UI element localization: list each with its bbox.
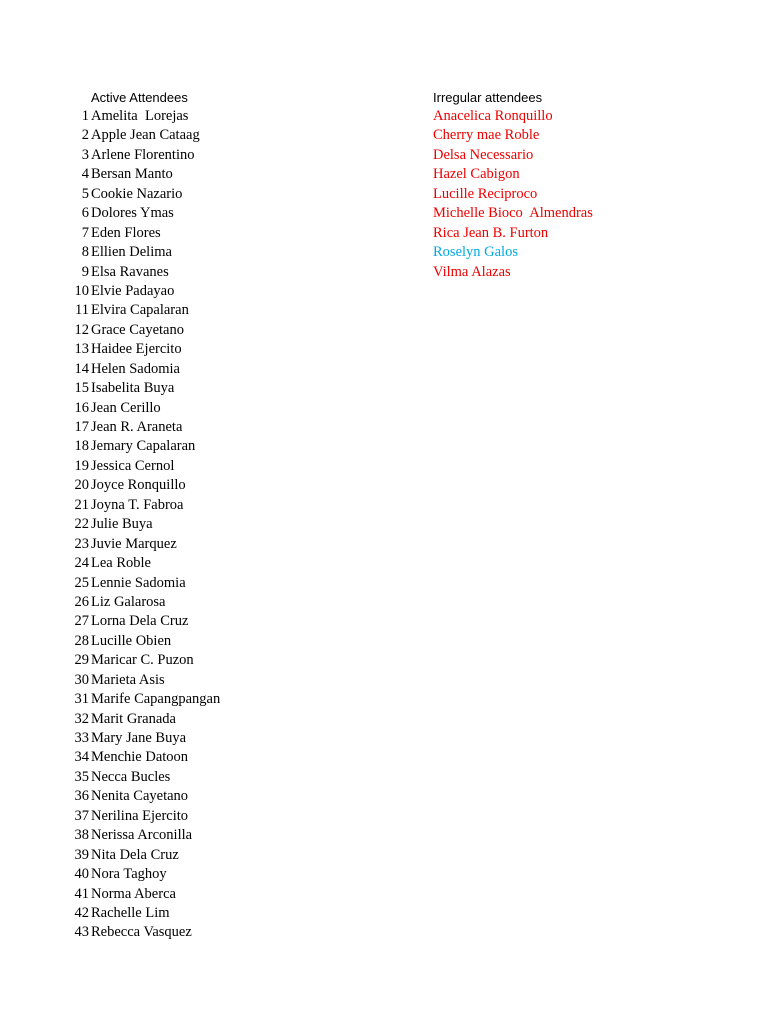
attendee-name: Ellien Delima <box>91 244 172 261</box>
attendee-name: Lucille Obien <box>91 632 172 649</box>
list-item <box>62 224 382 243</box>
list-item <box>433 107 753 126</box>
irregular-attendees-column <box>433 88 753 282</box>
list-item <box>62 165 382 184</box>
attendee-name: Jessica Cernol <box>91 457 175 474</box>
list-item <box>62 399 382 418</box>
attendee-name: Norma Aberca <box>91 885 176 902</box>
list-item <box>62 651 382 670</box>
attendee-name: Lorna Dela Cruz <box>91 613 189 630</box>
attendee-number: 28 <box>74 632 89 649</box>
list-item <box>62 243 382 262</box>
irregular-attendee-name: Rica Jean B. Furton <box>433 224 549 241</box>
attendee-number: 16 <box>74 399 89 416</box>
attendee-name: Nerissa Arconilla <box>91 827 193 844</box>
attendee-name: Haidee Ejercito <box>91 341 182 358</box>
attendee-number: 21 <box>74 496 89 513</box>
irregular-attendee-name: Roselyn Galos <box>433 244 518 261</box>
attendee-name: Lennie Sadomia <box>91 574 186 591</box>
list-item <box>62 710 382 729</box>
irregular-attendees-header: Irregular attendees <box>433 90 543 105</box>
list-item <box>62 554 382 573</box>
list-item <box>62 807 382 826</box>
attendee-number: 36 <box>74 788 89 805</box>
attendee-name: Nenita Cayetano <box>91 788 189 805</box>
attendee-name: Apple Jean Cataag <box>91 127 200 144</box>
list-item <box>62 787 382 806</box>
list-item <box>433 263 753 282</box>
irregular-attendee-name: Cherry mae Roble <box>433 127 540 144</box>
active-attendees-header: Active Attendees <box>91 90 188 105</box>
attendee-number: 35 <box>74 768 89 785</box>
attendee-name: Amelita Lorejas <box>91 108 189 124</box>
attendee-name: Jean Cerillo <box>91 399 161 416</box>
attendee-number: 11 <box>75 302 89 319</box>
attendee-number: 24 <box>74 555 89 572</box>
list-item <box>433 204 753 223</box>
list-item <box>62 748 382 767</box>
attendee-name: Elvira Capalaran <box>91 302 189 319</box>
list-item <box>62 418 382 437</box>
list-item <box>62 146 382 165</box>
attendee-number: 7 <box>81 224 89 241</box>
list-item <box>62 632 382 651</box>
attendee-number: 9 <box>81 263 89 280</box>
attendee-name: Menchie Datoon <box>91 749 189 766</box>
attendee-number: 38 <box>74 827 89 844</box>
list-item <box>62 476 382 495</box>
attendee-number: 2 <box>81 127 89 144</box>
list-item <box>433 146 753 165</box>
list-item <box>62 301 382 320</box>
list-item <box>433 243 753 262</box>
attendee-name: Eden Flores <box>91 224 161 241</box>
attendee-number: 12 <box>74 321 89 338</box>
attendee-name: Maricar C. Puzon <box>91 652 194 669</box>
attendee-number: 17 <box>74 419 89 435</box>
attendee-number: 40 <box>74 866 89 883</box>
list-item <box>433 185 753 204</box>
list-item <box>62 360 382 379</box>
attendee-name: Necca Bucles <box>91 768 171 785</box>
list-item <box>62 282 382 301</box>
list-item <box>62 885 382 904</box>
attendee-name: Rebecca Vasquez <box>91 924 192 941</box>
attendee-name: Jean R. Araneta <box>91 419 183 435</box>
attendee-number: 5 <box>81 185 89 202</box>
attendee-name: Joyna T. Fabroa <box>91 496 184 513</box>
list-item <box>62 671 382 690</box>
attendee-name: Elsa Ravanes <box>91 263 169 280</box>
list-item <box>62 515 382 534</box>
list-item <box>62 535 382 554</box>
attendee-number: 20 <box>74 477 89 494</box>
attendee-name: Lea Roble <box>91 555 151 572</box>
attendee-name: Jemary Capalaran <box>91 438 196 455</box>
list-item <box>62 593 382 612</box>
list-item <box>62 437 382 456</box>
attendee-name: Juvie Marquez <box>91 535 177 552</box>
attendee-number: 33 <box>74 730 89 746</box>
attendee-number: 32 <box>74 710 89 727</box>
attendee-name: Nerilina Ejercito <box>91 807 189 824</box>
attendee-number: 25 <box>74 574 89 591</box>
attendee-number: 39 <box>74 846 89 863</box>
attendee-name: Joyce Ronquillo <box>91 477 186 494</box>
irregular-attendee-name: Anacelica Ronquillo <box>433 108 553 124</box>
attendee-number: 4 <box>81 166 89 183</box>
list-item <box>62 826 382 845</box>
list-item <box>62 496 382 515</box>
irregular-attendee-name: Vilma Alazas <box>433 263 511 280</box>
attendee-number: 19 <box>74 457 89 474</box>
attendee-number: 1 <box>81 108 89 124</box>
list-item <box>62 690 382 709</box>
irregular-attendee-name: Delsa Necessario <box>433 146 534 163</box>
list-item <box>62 107 382 126</box>
attendee-number: 3 <box>81 146 89 163</box>
attendee-name: Nita Dela Cruz <box>91 846 179 863</box>
attendee-name: Marieta Asis <box>91 671 165 688</box>
active-attendees-list <box>62 107 382 943</box>
attendee-number: 43 <box>74 924 89 941</box>
list-item <box>62 865 382 884</box>
list-item <box>62 457 382 476</box>
attendee-name: Elvie Padayao <box>91 282 175 299</box>
list-item <box>62 204 382 223</box>
attendee-number: 18 <box>74 438 89 455</box>
attendee-number: 13 <box>74 341 89 358</box>
attendee-number: 6 <box>81 205 89 222</box>
list-item <box>62 904 382 923</box>
list-item <box>62 185 382 204</box>
list-item <box>62 729 382 748</box>
list-item <box>62 126 382 145</box>
attendee-number: 30 <box>74 671 89 688</box>
attendee-number: 26 <box>74 593 89 610</box>
list-item <box>62 612 382 631</box>
list-item <box>62 321 382 340</box>
irregular-attendee-name: Hazel Cabigon <box>433 166 520 183</box>
attendee-number: 41 <box>74 885 89 902</box>
attendee-number: 10 <box>74 282 89 299</box>
attendee-name: Cookie Nazario <box>91 185 183 202</box>
list-item <box>62 263 382 282</box>
attendee-name: Helen Sadomia <box>91 360 180 377</box>
attendee-name: Arlene Florentino <box>91 146 195 163</box>
attendee-name: Julie Buya <box>91 516 153 533</box>
attendee-number: 29 <box>74 652 89 669</box>
attendee-name: Nora Taghoy <box>91 866 167 883</box>
attendee-name: Rachelle Lim <box>91 904 170 921</box>
attendee-number: 15 <box>74 380 89 397</box>
list-item <box>433 165 753 184</box>
list-item <box>62 846 382 865</box>
attendee-number: 23 <box>74 535 89 552</box>
list-item <box>433 224 753 243</box>
attendee-number: 42 <box>74 904 89 921</box>
attendee-number: 22 <box>74 516 89 533</box>
attendee-number: 34 <box>74 749 89 766</box>
list-item <box>62 340 382 359</box>
attendee-name: Liz Galarosa <box>91 593 166 610</box>
irregular-attendee-name: Lucille Reciproco <box>433 185 538 202</box>
irregular-attendee-name: Michelle Bioco Almendras <box>433 205 593 222</box>
attendee-number: 31 <box>74 691 89 708</box>
attendee-name: Dolores Ymas <box>91 205 174 222</box>
list-item <box>62 574 382 593</box>
list-item <box>62 768 382 787</box>
attendee-name: Bersan Manto <box>91 166 173 183</box>
attendee-name: Marit Granada <box>91 710 176 727</box>
attendee-name: Grace Cayetano <box>91 321 184 338</box>
irregular-attendees-list <box>433 107 753 282</box>
attendee-number: 37 <box>74 807 89 824</box>
list-item <box>62 379 382 398</box>
attendee-number: 14 <box>74 360 89 377</box>
attendee-number: 27 <box>74 613 89 630</box>
attendee-name: Mary Jane Buya <box>91 730 187 746</box>
active-attendees-column <box>62 88 382 943</box>
list-item <box>62 923 382 942</box>
attendee-number: 8 <box>81 244 89 261</box>
attendee-name: Isabelita Buya <box>91 380 175 397</box>
attendee-name: Marife Capangpangan <box>91 691 221 708</box>
list-item <box>433 126 753 145</box>
